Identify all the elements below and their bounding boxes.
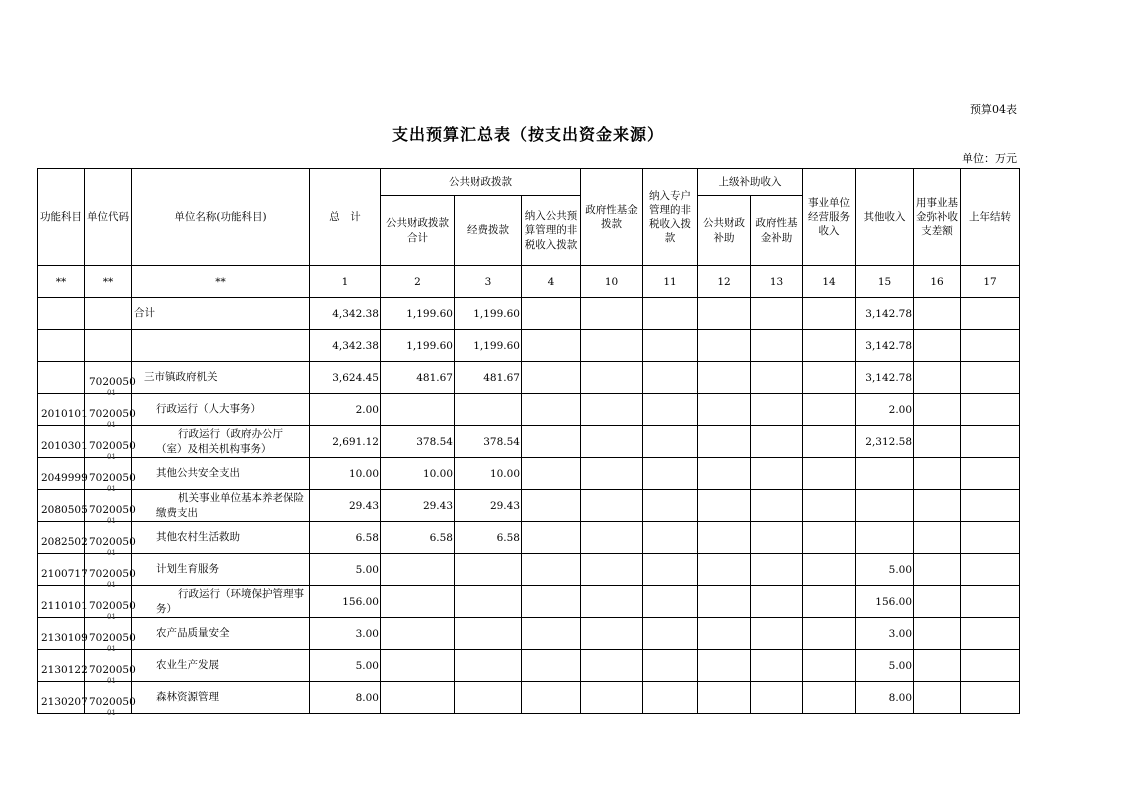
unit-name-cell: [132, 650, 310, 682]
funding-cell: 1,199.60: [455, 298, 522, 330]
fund-cover-cell: [914, 330, 961, 362]
biz-income-cell: [803, 458, 856, 490]
total-cell: 6.58: [310, 522, 381, 554]
other-income-cell: 3.00: [856, 618, 914, 650]
nontax-in-budget-cell: [522, 586, 581, 618]
fund-cover-cell: [914, 298, 961, 330]
index-cell: **: [38, 266, 85, 298]
table-row: [38, 682, 1020, 714]
nontax-in-budget-cell: [522, 650, 581, 682]
nontax-in-budget-cell: [522, 426, 581, 458]
total-cell: 29.43: [310, 490, 381, 522]
unit-code-overflow: 01: [107, 677, 116, 685]
funding-cell: [455, 586, 522, 618]
upper-gov-fund-cell: [751, 682, 803, 714]
nontax-special-cell: [643, 394, 698, 426]
upper-public-cell: [698, 362, 751, 394]
gov-fund-cell: [581, 522, 643, 554]
funding-cell: [455, 682, 522, 714]
header-upper-gov-fund: 政府性基金补助: [751, 196, 803, 266]
carryover-cell: [961, 586, 1020, 618]
unit-name-cell: [132, 298, 310, 330]
unit-code-cell: [85, 522, 136, 557]
index-cell: 10: [581, 266, 643, 298]
nontax-in-budget-cell: [522, 298, 581, 330]
unit-code-value: 7020050: [89, 504, 136, 516]
func-code-cell: 2130122: [38, 650, 85, 682]
other-income-cell: 3,142.78: [856, 362, 914, 394]
biz-income-cell: [803, 586, 856, 618]
nontax-special-cell: [643, 618, 698, 650]
func-code-cell: [38, 362, 85, 394]
unit-code-overflow: 01: [107, 389, 116, 397]
page-title: 支出预算汇总表（按支出资金来源）: [391, 125, 664, 144]
nontax-in-budget-cell: [522, 682, 581, 714]
unit-code-overflow: 01: [107, 709, 116, 717]
upper-gov-fund-cell: [751, 522, 803, 554]
public-finance-total-cell: 378.54: [381, 426, 455, 458]
unit-name-cell: [132, 394, 310, 426]
func-code-cell: 2010101: [38, 394, 85, 426]
upper-public-cell: [698, 330, 751, 362]
fund-cover-cell: [914, 554, 961, 586]
nontax-special-cell: [643, 586, 698, 618]
table-row: [38, 650, 1020, 682]
other-income-cell: [856, 490, 914, 522]
funding-cell: [455, 618, 522, 650]
other-income-cell: 2.00: [856, 394, 914, 426]
nontax-special-cell: [643, 490, 698, 522]
fund-cover-cell: [914, 362, 961, 394]
total-cell: 156.00: [310, 586, 381, 618]
nontax-special-cell: [643, 426, 698, 458]
upper-gov-fund-cell: [751, 362, 803, 394]
fund-cover-cell: [914, 650, 961, 682]
unit-code-value: 7020050: [89, 408, 136, 420]
nontax-special-cell: [643, 362, 698, 394]
table-row: [38, 394, 1020, 426]
gov-fund-cell: [581, 490, 643, 522]
other-income-cell: 156.00: [856, 586, 914, 618]
unit-name-text: 机关事业单位基本养老保险缴费支出: [156, 492, 304, 519]
unit-name-text: 合计: [134, 307, 155, 320]
upper-gov-fund-cell: [751, 618, 803, 650]
unit-name-cell: [132, 490, 310, 522]
other-income-cell: [856, 522, 914, 554]
header-func-code: 功能科目: [38, 169, 85, 266]
public-finance-total-cell: 481.67: [381, 362, 455, 394]
unit-code-cell: [85, 394, 136, 429]
unit-name-text: 行政运行（环境保护管理事务）: [156, 588, 304, 615]
biz-income-cell: [803, 554, 856, 586]
nontax-special-cell: [643, 682, 698, 714]
func-code-cell: [38, 330, 85, 362]
gov-fund-cell: [581, 650, 643, 682]
gov-fund-cell: [581, 330, 643, 362]
unit-code-overflow: 01: [107, 485, 116, 493]
unit-code-value: 7020050: [89, 472, 136, 484]
funding-cell: [455, 554, 522, 586]
func-code-cell: 2130109: [38, 618, 85, 650]
nontax-special-cell: [643, 650, 698, 682]
nontax-in-budget-cell: [522, 522, 581, 554]
biz-income-cell: [803, 330, 856, 362]
gov-fund-cell: [581, 362, 643, 394]
header-public-finance-total: 公共财政拨款合计: [381, 196, 455, 266]
header-unit-name: 单位名称(功能科目): [132, 169, 310, 266]
index-cell: **: [132, 266, 310, 298]
upper-public-cell: [698, 522, 751, 554]
table-row: [38, 458, 1020, 490]
index-cell: 11: [643, 266, 698, 298]
unit-name-cell: [132, 330, 310, 362]
unit-name-cell: [132, 586, 310, 618]
form-number: 预算04表: [970, 103, 1017, 116]
index-cell: 4: [522, 266, 581, 298]
carryover-cell: [961, 330, 1020, 362]
nontax-special-cell: [643, 554, 698, 586]
upper-public-cell: [698, 298, 751, 330]
public-finance-total-cell: [381, 618, 455, 650]
unit-code-value: 7020050: [89, 376, 136, 388]
biz-income-cell: [803, 394, 856, 426]
other-income-cell: 5.00: [856, 554, 914, 586]
fund-cover-cell: [914, 394, 961, 426]
upper-gov-fund-cell: [751, 490, 803, 522]
index-cell: 1: [310, 266, 381, 298]
func-code-cell: 2130207: [38, 682, 85, 714]
fund-cover-cell: [914, 586, 961, 618]
carryover-cell: [961, 522, 1020, 554]
total-cell: 5.00: [310, 650, 381, 682]
carryover-cell: [961, 426, 1020, 458]
funding-cell: [455, 394, 522, 426]
upper-public-cell: [698, 458, 751, 490]
nontax-in-budget-cell: [522, 554, 581, 586]
other-income-cell: 3,142.78: [856, 298, 914, 330]
nontax-in-budget-cell: [522, 458, 581, 490]
upper-public-cell: [698, 682, 751, 714]
index-cell: 3: [455, 266, 522, 298]
unit-name-text: 其他公共安全支出: [156, 467, 240, 480]
fund-cover-cell: [914, 426, 961, 458]
unit-name-cell: [132, 682, 310, 714]
upper-gov-fund-cell: [751, 426, 803, 458]
nontax-in-budget-cell: [522, 330, 581, 362]
gov-fund-cell: [581, 586, 643, 618]
fund-cover-cell: [914, 490, 961, 522]
carryover-cell: [961, 298, 1020, 330]
header-biz-income: 事业单位经营服务收入: [803, 169, 856, 266]
unit-code-overflow: 01: [107, 549, 116, 557]
table-row: [38, 362, 1020, 394]
funding-cell: 6.58: [455, 522, 522, 554]
public-finance-total-cell: 10.00: [381, 458, 455, 490]
header-nontax-special: 纳入专户管理的非税收入拨款: [643, 169, 698, 266]
upper-public-cell: [698, 618, 751, 650]
unit-name-text: 农产品质量安全: [156, 627, 230, 640]
carryover-cell: [961, 458, 1020, 490]
carryover-cell: [961, 554, 1020, 586]
biz-income-cell: [803, 650, 856, 682]
unit-code-cell: [85, 490, 136, 525]
unit-code-cell: [85, 554, 136, 589]
public-finance-total-cell: 6.58: [381, 522, 455, 554]
header-nontax-in-budget: 纳入公共预算管理的非税收入拨款: [522, 196, 581, 266]
table-row: [38, 618, 1020, 650]
header-fund-cover: 用事业基金弥补收支差额: [914, 169, 961, 266]
upper-gov-fund-cell: [751, 394, 803, 426]
func-code-cell: 2080505: [38, 490, 85, 522]
funding-cell: 10.00: [455, 458, 522, 490]
carryover-cell: [961, 394, 1020, 426]
unit-name-cell: [132, 362, 310, 394]
unit-code-cell: [85, 586, 136, 621]
total-cell: 2.00: [310, 394, 381, 426]
carryover-cell: [961, 362, 1020, 394]
total-cell: 10.00: [310, 458, 381, 490]
gov-fund-cell: [581, 394, 643, 426]
biz-income-cell: [803, 522, 856, 554]
header-upper-subsidy: 上级补助收入: [698, 169, 803, 196]
upper-public-cell: [698, 426, 751, 458]
biz-income-cell: [803, 618, 856, 650]
header-unit-code: 单位代码: [85, 169, 132, 266]
unit-code-cell: [85, 426, 136, 461]
nontax-special-cell: [643, 522, 698, 554]
header-other-income: 其他收入: [856, 169, 914, 266]
upper-public-cell: [698, 650, 751, 682]
biz-income-cell: [803, 490, 856, 522]
upper-public-cell: [698, 586, 751, 618]
fund-cover-cell: [914, 618, 961, 650]
unit-name-cell: [132, 618, 310, 650]
func-code-cell: 2049999: [38, 458, 85, 490]
unit-name-text: 农业生产发展: [156, 659, 219, 672]
table-row: [38, 426, 1020, 458]
funding-cell: 1,199.60: [455, 330, 522, 362]
unit-code-overflow: 01: [107, 453, 116, 461]
table-row: [38, 330, 1020, 362]
index-cell: 12: [698, 266, 751, 298]
public-finance-total-cell: 1,199.60: [381, 298, 455, 330]
other-income-cell: 5.00: [856, 650, 914, 682]
header-public-finance: 公共财政拨款: [381, 169, 581, 196]
unit-code-overflow: 01: [107, 645, 116, 653]
unit-name-text: 行政运行（人大事务）: [156, 403, 261, 416]
unit-code-cell: [85, 298, 132, 330]
total-cell: 4,342.38: [310, 330, 381, 362]
unit-name-cell: [132, 554, 310, 586]
other-income-cell: 3,142.78: [856, 330, 914, 362]
header-upper-public: 公共财政补助: [698, 196, 751, 266]
carryover-cell: [961, 490, 1020, 522]
unit-code-cell: [85, 458, 136, 493]
upper-gov-fund-cell: [751, 458, 803, 490]
unit-label: 单位：万元: [962, 152, 1017, 165]
gov-fund-cell: [581, 554, 643, 586]
total-cell: 4,342.38: [310, 298, 381, 330]
index-cell: 17: [961, 266, 1020, 298]
upper-public-cell: [698, 394, 751, 426]
budget-table: [37, 168, 1020, 717]
header-funding: 经费拨款: [455, 196, 522, 266]
total-cell: 5.00: [310, 554, 381, 586]
header-total: 总 计: [310, 169, 381, 266]
public-finance-total-cell: [381, 586, 455, 618]
public-finance-total-cell: [381, 682, 455, 714]
funding-cell: [455, 650, 522, 682]
upper-gov-fund-cell: [751, 650, 803, 682]
unit-code-cell: [85, 650, 136, 685]
unit-name-text: 计划生育服务: [156, 563, 219, 576]
funding-cell: 378.54: [455, 426, 522, 458]
func-code-cell: 2110101: [38, 586, 85, 618]
gov-fund-cell: [581, 426, 643, 458]
table-row: [38, 490, 1020, 522]
header-carryover: 上年结转: [961, 169, 1020, 266]
biz-income-cell: [803, 362, 856, 394]
total-cell: 3.00: [310, 618, 381, 650]
other-income-cell: 8.00: [856, 682, 914, 714]
func-code-cell: [38, 298, 85, 330]
total-cell: 2,691.12: [310, 426, 381, 458]
unit-code-cell: [85, 330, 132, 362]
unit-code-value: 7020050: [89, 632, 136, 644]
table-row: [38, 554, 1020, 586]
public-finance-total-cell: 29.43: [381, 490, 455, 522]
public-finance-total-cell: [381, 650, 455, 682]
gov-fund-cell: [581, 618, 643, 650]
upper-public-cell: [698, 490, 751, 522]
unit-code-overflow: 01: [107, 517, 116, 525]
index-cell: 14: [803, 266, 856, 298]
unit-code-overflow: 01: [107, 581, 116, 589]
other-income-cell: 2,312.58: [856, 426, 914, 458]
upper-gov-fund-cell: [751, 298, 803, 330]
func-code-cell: 2100717: [38, 554, 85, 586]
unit-code-value: 7020050: [89, 664, 136, 676]
unit-code-value: 7020050: [89, 600, 136, 612]
unit-name-cell: [132, 426, 310, 458]
unit-code-overflow: 01: [107, 613, 116, 621]
nontax-special-cell: [643, 458, 698, 490]
unit-code-value: 7020050: [89, 440, 136, 452]
total-cell: 8.00: [310, 682, 381, 714]
nontax-special-cell: [643, 298, 698, 330]
biz-income-cell: [803, 298, 856, 330]
nontax-in-budget-cell: [522, 490, 581, 522]
total-cell: 3,624.45: [310, 362, 381, 394]
nontax-in-budget-cell: [522, 618, 581, 650]
unit-code-value: 7020050: [89, 536, 136, 548]
unit-code-value: 7020050: [89, 568, 136, 580]
table-row: [38, 298, 1020, 330]
upper-gov-fund-cell: [751, 554, 803, 586]
index-row: [38, 266, 1020, 298]
unit-name-text: 行政运行（政府办公厅（室）及相关机构事务）: [156, 428, 283, 455]
fund-cover-cell: [914, 458, 961, 490]
unit-code-cell: [85, 362, 136, 397]
carryover-cell: [961, 682, 1020, 714]
unit-code-cell: [85, 682, 136, 717]
upper-gov-fund-cell: [751, 586, 803, 618]
table-row: [38, 586, 1020, 618]
carryover-cell: [961, 618, 1020, 650]
gov-fund-cell: [581, 298, 643, 330]
fund-cover-cell: [914, 522, 961, 554]
gov-fund-cell: [581, 458, 643, 490]
fund-cover-cell: [914, 682, 961, 714]
upper-gov-fund-cell: [751, 330, 803, 362]
index-cell: 15: [856, 266, 914, 298]
nontax-in-budget-cell: [522, 394, 581, 426]
gov-fund-cell: [581, 682, 643, 714]
biz-income-cell: [803, 426, 856, 458]
unit-code-overflow: 01: [107, 421, 116, 429]
funding-cell: 481.67: [455, 362, 522, 394]
func-code-cell: 2082502: [38, 522, 85, 554]
nontax-in-budget-cell: [522, 362, 581, 394]
biz-income-cell: [803, 682, 856, 714]
table-row: [38, 522, 1020, 554]
funding-cell: 29.43: [455, 490, 522, 522]
index-cell: 2: [381, 266, 455, 298]
index-cell: **: [85, 266, 132, 298]
index-cell: 13: [751, 266, 803, 298]
header-gov-fund: 政府性基金拨款: [581, 169, 643, 266]
public-finance-total-cell: [381, 554, 455, 586]
index-cell: 16: [914, 266, 961, 298]
unit-name-cell: [132, 522, 310, 554]
unit-name-text: 三市镇政府机关: [144, 371, 218, 384]
nontax-special-cell: [643, 330, 698, 362]
carryover-cell: [961, 650, 1020, 682]
unit-code-value: 7020050: [89, 696, 136, 708]
public-finance-total-cell: [381, 394, 455, 426]
unit-code-cell: [85, 618, 136, 653]
public-finance-total-cell: 1,199.60: [381, 330, 455, 362]
func-code-cell: 2010301: [38, 426, 85, 458]
unit-name-cell: [132, 458, 310, 490]
unit-name-text: 森林资源管理: [156, 691, 219, 704]
upper-public-cell: [698, 554, 751, 586]
other-income-cell: [856, 458, 914, 490]
unit-name-text: 其他农村生活救助: [156, 531, 240, 544]
